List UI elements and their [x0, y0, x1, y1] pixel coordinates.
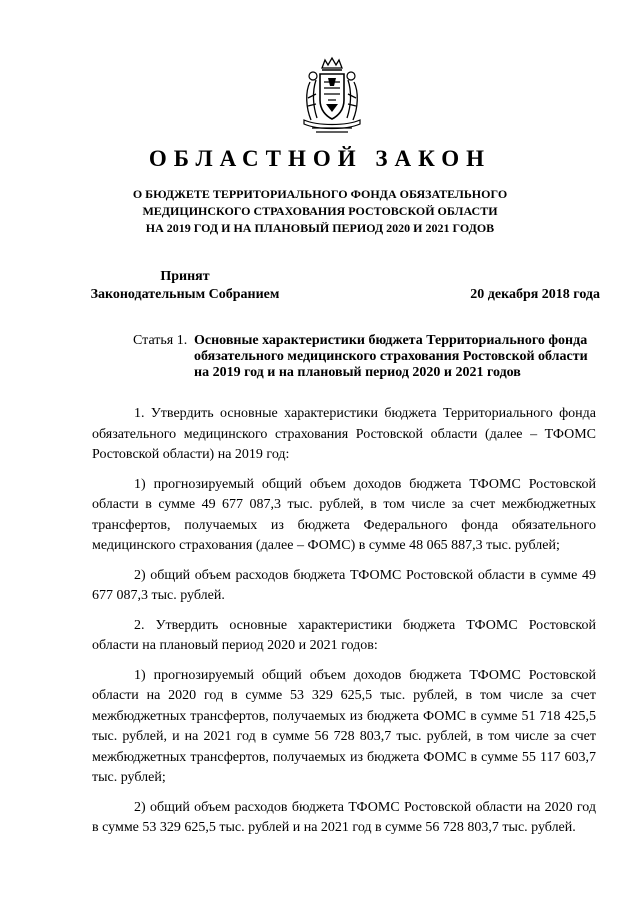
article-body [92, 404, 596, 848]
article-number: Статья 1. [133, 333, 188, 348]
paragraph: 2. Утвердить основные характеристики бюджета ТФОМС Ростовской области на плановый период 2020 и 2021 годов: [92, 617, 596, 653]
paragraph: 2) общий объем расходов бюджета ТФОМС Ростовской области в сумме 49 677 087,3 тыс. рублей. [92, 567, 596, 603]
coat-of-arms-icon [298, 56, 366, 136]
paragraph: 1) прогнозируемый общий объем доходов бюджета ТФОМС Ростовской области в сумме 49 677 087,3 тыс. рублей, в том числе за счет межбюджетных трансфертов, получаемых из бюджета Федерального фонда обязательного медицинского страхования (далее – ФОМС) в сумме 48 065 887,3 тыс. рублей; [92, 476, 596, 553]
paragraph: 2) общий объем расходов бюджета ТФОМС Ростовской области на 2020 год в сумме 53 329 625,5 тыс. рублей и на 2021 год в сумме 56 728 803,7 тыс. рублей. [92, 799, 596, 835]
article-title: Основные характеристики бюджета Территориального фонда обязательного медицинского страхования Ростовской области на 2019 год и на плановый период 2020 и 2021 годов [194, 333, 588, 380]
adoption-date: 20 декабря 2018 года [470, 287, 600, 302]
law-type-heading: ОБЛАСТНОЙ ЗАКОН [148, 146, 492, 171]
paragraph: 1) прогнозируемый общий объем доходов бюджета ТФОМС Ростовской области на 2020 год в сумме 53 329 625,5 тыс. рублей, в том числе за счет межбюджетных трансфертов, получаемых из бюджета ФОМС в сумме 51 718 425,5 тыс. рублей, и на 2021 год в сумме 56 728 803,7 тыс. рублей, в том числе за счет межбюджетных трансфертов, получаемых из бюджета ФОМС в сумме 55 117 603,7 тыс. рублей; [92, 667, 596, 785]
paragraph: 1. Утвердить основные характеристики бюджета Территориального фонда обязательного медицинского страхования Ростовской области (далее – ТФОМС Ростовской области) на 2019 год: [92, 406, 596, 462]
article-heading [133, 333, 593, 381]
adopted-label: Принят [160, 269, 210, 284]
adopted-body: Законодательным Собранием [90, 287, 280, 302]
adopted-by [90, 268, 280, 304]
law-title-line: МЕДИЦИНСКОГО СТРАХОВАНИЯ РОСТОВСКОЙ ОБЛАСТИ [142, 204, 498, 218]
law-title-line: О БЮДЖЕТЕ ТЕРРИТОРИАЛЬНОГО ФОНДА ОБЯЗАТЕЛЬНОГО [132, 187, 508, 201]
law-title [60, 186, 580, 237]
law-title-line: НА 2019 ГОД И НА ПЛАНОВЫЙ ПЕРИОД 2020 И 2021 ГОДОВ [145, 221, 495, 235]
